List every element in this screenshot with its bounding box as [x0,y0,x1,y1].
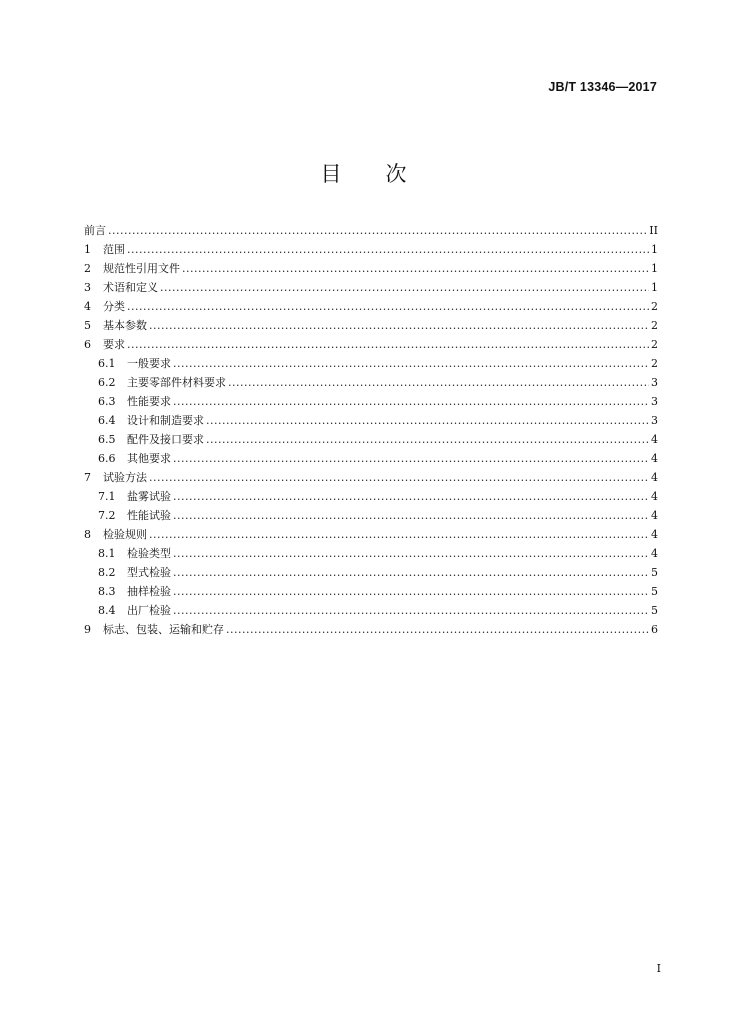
toc-entry-page: 4 [651,490,658,503]
toc-leader-dots [173,601,649,620]
toc-entry-number: 8.2 [98,566,116,579]
toc-entry-text: 分类 [103,300,125,313]
toc-entry-number: 1 [84,243,91,256]
toc-entry-8-4[interactable] [84,601,658,620]
toc-entry-text: 盐雾试验 [127,490,171,503]
toc-leader-dots [127,297,649,316]
toc-entry-number: 6.5 [98,433,116,446]
toc-entry-number: 5 [84,319,91,332]
toc-entry-8[interactable] [84,525,658,544]
toc-entry-7-1[interactable] [84,487,658,506]
toc-entry-text: 抽样检验 [127,585,171,598]
toc-entry-1[interactable] [84,240,658,259]
toc-entry-page: 4 [651,528,658,541]
toc-entry-page: II [649,224,658,237]
toc-entry-text: 设计和制造要求 [127,414,204,427]
toc-entry-page: 3 [651,414,658,427]
toc-entry-6-1[interactable] [84,354,658,373]
toc-entry-6[interactable] [84,335,658,354]
toc-leader-dots [149,316,649,335]
page-title [0,158,729,188]
toc-entry-page: 5 [651,604,658,617]
toc-entry-number: 7 [84,471,91,484]
toc-leader-dots [173,449,649,468]
page-number: I [656,962,661,975]
toc-entry-page: 1 [651,281,658,294]
toc-entry-4[interactable] [84,297,658,316]
toc-leader-dots [206,430,649,449]
toc-entry-number: 8 [84,528,91,541]
toc-leader-dots [149,468,649,487]
toc-entry-2[interactable] [84,259,658,278]
toc-leader-dots [127,335,649,354]
toc-entry-text: 型式检验 [127,566,171,579]
toc-entry-page: 4 [651,509,658,522]
toc-entry-page: 4 [651,471,658,484]
toc-entry-number: 6.6 [98,452,116,465]
toc-entry-8-3[interactable] [84,582,658,601]
toc-leader-dots [228,373,649,392]
toc-entry-number: 6.3 [98,395,116,408]
toc-entry-6-3[interactable] [84,392,658,411]
toc-entry-page: 4 [651,452,658,465]
toc-entry-page: 2 [651,338,658,351]
toc-leader-dots [173,392,649,411]
toc-leader-dots [226,620,649,639]
toc-leader-dots [127,240,649,259]
title-char-2: 次 [385,162,409,186]
toc-entry-text: 性能试验 [127,509,171,522]
toc-leader-dots [206,411,649,430]
toc-leader-dots [108,221,647,240]
toc-entry-text: 试验方法 [103,471,147,484]
toc-entry-page: 1 [651,243,658,256]
toc-entry-number: 2 [84,262,91,275]
standard-code: JB/T 13346—2017 [548,80,657,94]
toc-entry-number: 7.1 [98,490,116,503]
toc-entry-text: 前言 [84,224,106,237]
toc-entry-text: 标志、包装、运输和贮存 [103,623,224,636]
toc-leader-dots [149,525,649,544]
toc-leader-dots [173,354,649,373]
toc-entry-3[interactable] [84,278,658,297]
toc-entry-number: 6 [84,338,91,351]
toc-entry-number: 3 [84,281,91,294]
toc-leader-dots [160,278,649,297]
toc-entry-7-2[interactable] [84,506,658,525]
toc-entry-6-4[interactable] [84,411,658,430]
toc-entry-page: 1 [651,262,658,275]
toc-entry-page: 2 [651,300,658,313]
toc-entry-text: 基本参数 [103,319,147,332]
toc-entry-text: 配件及接口要求 [127,433,204,446]
toc-entry-foreword[interactable] [84,221,658,240]
toc-entry-text: 出厂检验 [127,604,171,617]
toc-entry-page: 2 [651,319,658,332]
toc-entry-text: 其他要求 [127,452,171,465]
toc-entry-8-2[interactable] [84,563,658,582]
toc-entry-text: 检验类型 [127,547,171,560]
toc-entry-number: 6.4 [98,414,116,427]
toc-leader-dots [173,487,649,506]
toc-leader-dots [173,544,649,563]
toc-leader-dots [173,506,649,525]
toc-entry-number: 4 [84,300,91,313]
toc-entry-text: 规范性引用文件 [103,262,180,275]
toc-entry-text: 术语和定义 [103,281,158,294]
toc-entry-9[interactable] [84,620,658,639]
toc-leader-dots [173,563,649,582]
toc-entry-number: 8.1 [98,547,116,560]
toc-entry-5[interactable] [84,316,658,335]
toc-entry-page: 5 [651,566,658,579]
toc-entry-number: 9 [84,623,91,636]
toc-entry-page: 3 [651,395,658,408]
toc-entry-text: 范围 [103,243,125,256]
toc-entry-number: 6.2 [98,376,116,389]
toc-entry-6-6[interactable] [84,449,658,468]
toc-entry-8-1[interactable] [84,544,658,563]
toc-entry-number: 8.3 [98,585,116,598]
toc-entry-number: 8.4 [98,604,116,617]
toc-entry-text: 一般要求 [127,357,171,370]
toc-entry-text: 主要零部件材料要求 [127,376,226,389]
toc-entry-text: 检验规则 [103,528,147,541]
toc-entry-page: 5 [651,585,658,598]
title-char-1: 目 [320,162,344,186]
toc-entry-6-5[interactable] [84,430,658,449]
toc-entry-number: 7.2 [98,509,116,522]
toc-entry-page: 4 [651,433,658,446]
toc-leader-dots [173,582,649,601]
toc-entry-page: 3 [651,376,658,389]
toc-entry-page: 2 [651,357,658,370]
toc-entry-page: 4 [651,547,658,560]
table-of-contents [84,221,658,639]
toc-entry-7[interactable] [84,468,658,487]
toc-leader-dots [182,259,649,278]
toc-entry-text: 要求 [103,338,125,351]
toc-entry-number: 6.1 [98,357,116,370]
toc-entry-6-2[interactable] [84,373,658,392]
toc-entry-page: 6 [651,623,658,636]
toc-entry-text: 性能要求 [127,395,171,408]
